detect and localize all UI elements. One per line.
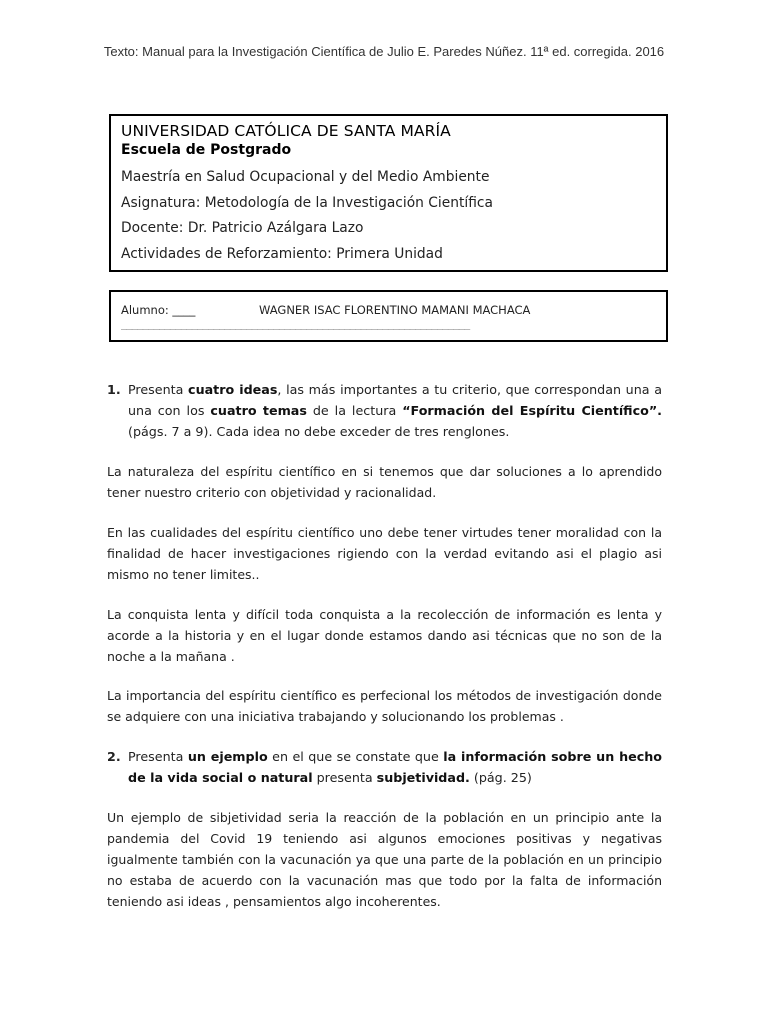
student-row — [121, 302, 656, 318]
question-1 — [107, 379, 662, 442]
student-info-box — [109, 290, 668, 342]
answer-4-paragraph: La importancia del espíritu científico es perfecional los métodos de investigación donde se adquiere con una iniciativa trabajando y solucionando los problemas . — [107, 688, 662, 724]
school-name: Escuela de Postgrado — [121, 142, 292, 158]
course-line: Asignatura: Metodología de la Investigación Científica — [121, 194, 493, 211]
university-title: UNIVERSIDAD CATÓLICA DE SANTA MARÍA — [121, 122, 451, 140]
student-underline: ________________________________________________________________ — [121, 318, 470, 330]
activity-line: Actividades de Reforzamiento: Primera Unidad — [121, 245, 443, 262]
program-line: Maestría en Salud Ocupacional y del Medio Ambiente — [121, 169, 490, 185]
answer-1-paragraph: La naturaleza del espíritu científico en si tenemos que dar soluciones a lo aprendido tener nuestro criterio con objetividad y racionalidad. — [107, 464, 662, 500]
document-header: Texto: Manual para la Investigación Científica de Julio E. Paredes Núñez. 11ª ed. corregida. 2016 — [103, 44, 665, 59]
example-answer-paragraph: Un ejemplo de sibjetividad seria la reacción de la población en un principio ante la pandemia del Covid 19 teniendo asi algunos emociones positivas y negativas igualmente también con la vacunación ya que una parte de la población en un principio no estaba de acuerdo con la vacunación mas que todo por la falta de información teniendo asi ideas , pensamientos algo incoherentes. — [107, 810, 662, 909]
answer-3-paragraph: La conquista lenta y difícil toda conquista a la recolección de información es lenta y acorde a la historia y en el lugar donde estamos dando asi técnicas que no son de la noche a la mañana . — [107, 607, 662, 664]
university-info-box — [109, 114, 668, 272]
question-2-number: 2. — [107, 749, 121, 764]
answer-2-paragraph: En las cualidades del espíritu científico uno debe tener virtudes tener moralidad con la finalidad de hacer investigaciones rigiendo con la verdad evitando asi el plagio asi mismo no tener limites.. — [107, 525, 662, 582]
question-1-number: 1. — [107, 382, 121, 397]
student-label: Alumno: ____ — [121, 303, 196, 317]
question-2-text: Presenta un ejemplo en el que se constate que la información sobre un hecho de la vida social o natural presenta subjetividad. (pág. 25) — [128, 749, 662, 785]
student-name: WAGNER ISAC FLORENTINO MAMANI MACHACA — [259, 303, 531, 317]
question-1-text: Presenta cuatro ideas, las más importantes a tu criterio, que correspondan una a una con los cuatro temas de la lectura “Formación del Espíritu Científico”. (págs. 7 a 9). Cada idea no debe exceder de tres renglones. — [128, 382, 662, 439]
question-2 — [107, 746, 662, 788]
teacher-line: Docente: Dr. Patricio Azálgara Lazo — [121, 220, 364, 236]
